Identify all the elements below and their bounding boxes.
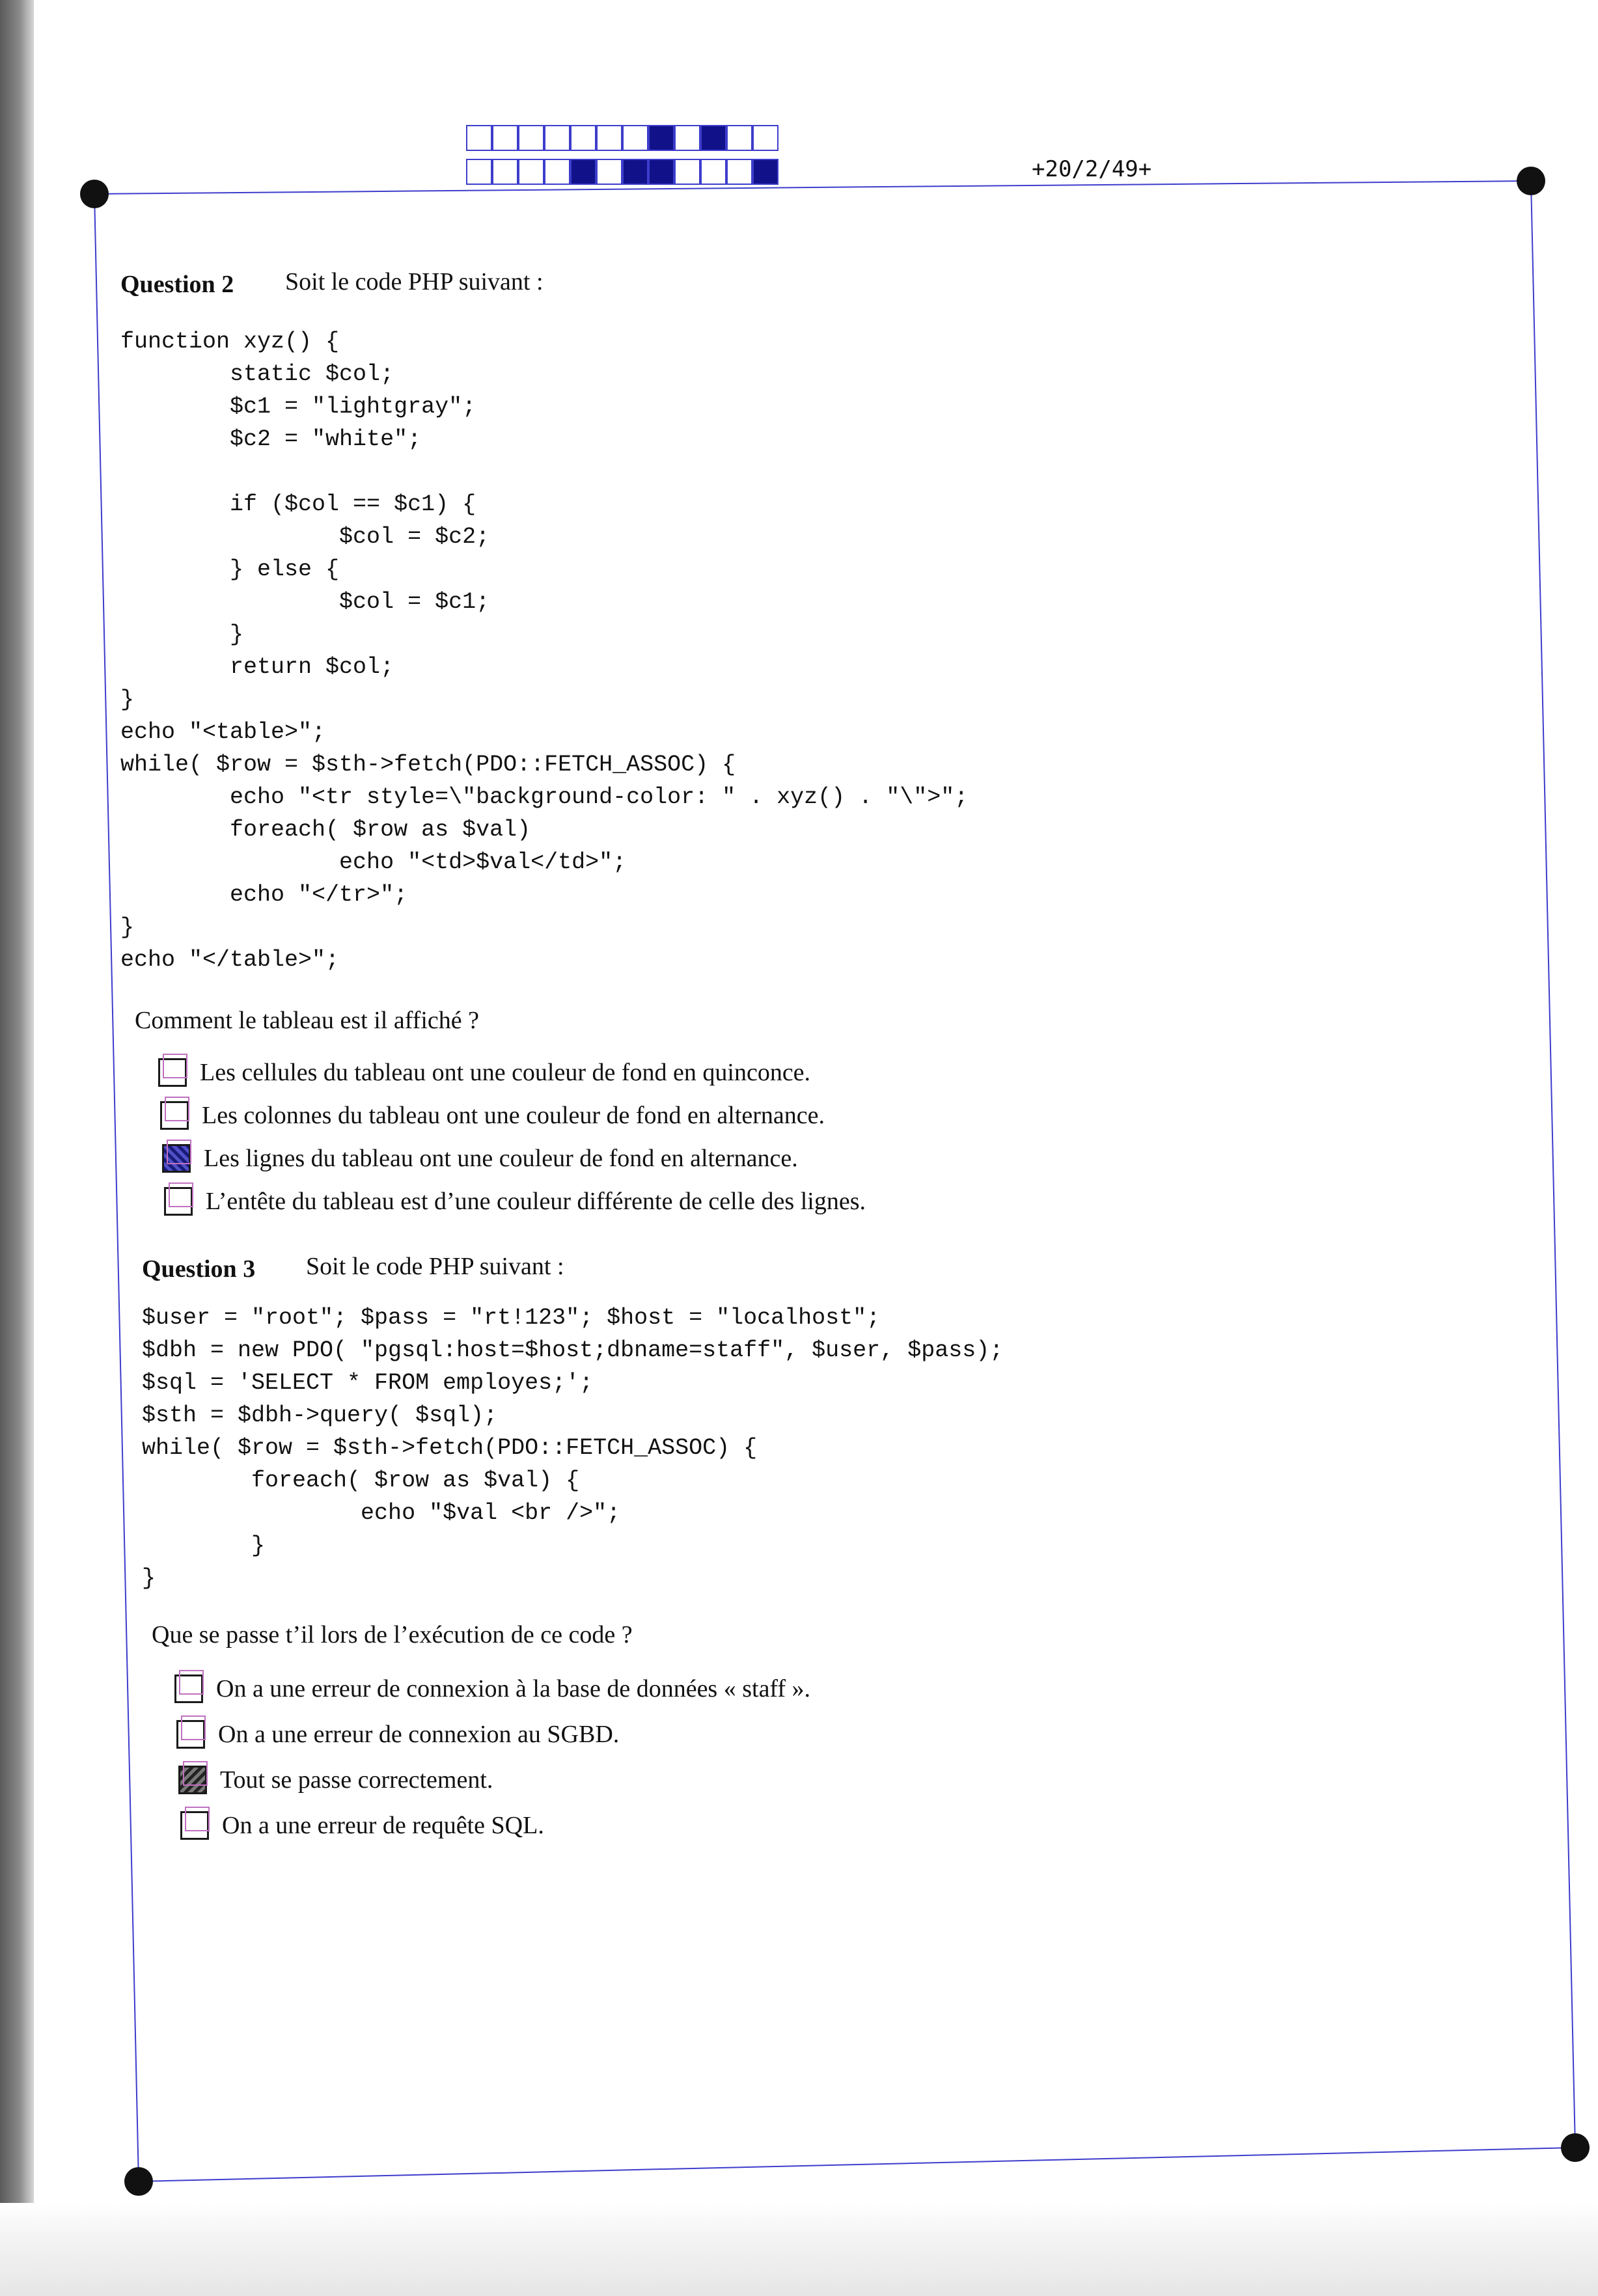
- bit-mark: [518, 159, 544, 185]
- answer-checkbox[interactable]: [180, 1811, 209, 1840]
- code-line: while( $row = $sth->fetch(PDO::FETCH_ASSOC) {: [142, 1435, 758, 1461]
- answer-checkbox[interactable]: [162, 1144, 191, 1173]
- answer-checkbox[interactable]: [158, 1058, 187, 1087]
- code-line: foreach( $row as $val) {: [142, 1468, 580, 1494]
- bit-mark: [726, 159, 752, 185]
- bit-mark: [544, 159, 570, 185]
- code-line: $user = "root"; $pass = "rt!123"; $host = "localhost";: [142, 1305, 881, 1331]
- code-line: $col = $c1;: [120, 589, 490, 615]
- code-line: echo "</tr>";: [120, 882, 408, 908]
- corner-marker-top-left: [80, 180, 109, 208]
- corner-marker-top-right: [1517, 167, 1545, 195]
- bit-mark: [544, 125, 570, 151]
- question-2-title: Question 2: [120, 271, 234, 298]
- code-line: }: [120, 914, 135, 940]
- bit-mark: [596, 159, 622, 185]
- code-line: [120, 456, 968, 488]
- sheet-id: +20/2/49+: [1032, 156, 1152, 182]
- bit-mark: [700, 125, 726, 151]
- answer-label: Les colonnes du tableau ont une couleur de fond en alternance.: [202, 1102, 825, 1129]
- corner-marker-bottom-right: [1561, 2133, 1590, 2162]
- code-line: $dbh = new PDO( "pgsql:host=$host;dbname=staff", $user, $pass);: [142, 1337, 1004, 1363]
- bit-mark: [492, 125, 518, 151]
- bit-mark: [752, 159, 778, 185]
- answer-option[interactable]: [178, 1766, 493, 1794]
- question-2-statement: Soit le code PHP suivant :: [285, 268, 544, 295]
- question-3-statement: Soit le code PHP suivant :: [306, 1253, 564, 1280]
- answer-option[interactable]: [176, 1720, 619, 1749]
- code-line: function xyz() {: [120, 329, 340, 355]
- bit-mark: [648, 159, 674, 185]
- code-line: echo "$val <br />";: [142, 1500, 621, 1526]
- question-3-title: Question 3: [142, 1255, 256, 1283]
- code-line: $c2 = "white";: [120, 426, 422, 452]
- code-line: while( $row = $sth->fetch(PDO::FETCH_ASSOC) {: [120, 752, 736, 778]
- code-line: $sth = $dbh->query( $sql);: [142, 1402, 498, 1428]
- bit-mark: [752, 125, 778, 151]
- code-line: $c1 = "lightgray";: [120, 394, 476, 420]
- answer-checkbox[interactable]: [174, 1674, 203, 1703]
- answer-option[interactable]: [174, 1674, 810, 1703]
- bit-mark: [466, 159, 492, 185]
- answer-label: Tout se passe correctement.: [220, 1766, 493, 1794]
- bit-mark: [570, 159, 596, 185]
- code-line: return $col;: [120, 654, 394, 680]
- bit-mark: [622, 125, 648, 151]
- bit-mark: [648, 125, 674, 151]
- code-line: static $col;: [120, 361, 394, 387]
- code-line: }: [120, 687, 135, 713]
- bit-mark: [674, 159, 700, 185]
- code-line: echo "</table>";: [120, 947, 340, 973]
- code-line: $col = $c2;: [120, 524, 490, 550]
- code-line: echo "<td>$val</td>";: [120, 849, 627, 875]
- question-3-code: [142, 1302, 1003, 1594]
- answer-label: Les lignes du tableau ont une couleur de fond en alternance.: [204, 1145, 798, 1172]
- answer-option[interactable]: [180, 1811, 544, 1840]
- bit-mark: [596, 125, 622, 151]
- bit-mark: [726, 125, 752, 151]
- code-line: if ($col == $c1) {: [120, 491, 476, 517]
- answer-checkbox[interactable]: [176, 1720, 205, 1749]
- answer-label: On a une erreur de requête SQL.: [222, 1812, 544, 1839]
- code-line: echo "<tr style=\"background-color: " . xyz() . "\">";: [120, 784, 969, 810]
- bit-mark: [518, 125, 544, 151]
- bit-mark: [700, 159, 726, 185]
- answer-option[interactable]: [164, 1187, 866, 1216]
- code-line: }: [142, 1565, 156, 1591]
- answer-option[interactable]: [160, 1101, 825, 1130]
- code-line: echo "<table>";: [120, 719, 326, 745]
- answer-option[interactable]: [158, 1058, 810, 1087]
- bit-mark: [466, 125, 492, 151]
- question-3-prompt: Que se passe t’il lors de l’exécution de ce code ?: [152, 1621, 633, 1648]
- answer-checkbox[interactable]: [164, 1187, 193, 1216]
- answer-label: On a une erreur de connexion au SGBD.: [218, 1721, 620, 1748]
- answer-label: Les cellules du tableau ont une couleur de fond en quinconce.: [200, 1059, 811, 1086]
- answer-option[interactable]: [162, 1144, 798, 1173]
- answer-label: L’entête du tableau est d’une couleur différente de celle des lignes.: [206, 1188, 866, 1215]
- answer-label: On a une erreur de connexion à la base de données « staff ».: [216, 1675, 811, 1702]
- answer-checkbox[interactable]: [160, 1101, 189, 1130]
- corner-marker-bottom-left: [124, 2167, 153, 2196]
- question-2-code: [120, 325, 968, 976]
- code-line: }: [120, 622, 244, 648]
- bit-mark: [622, 159, 648, 185]
- answer-checkbox[interactable]: [178, 1766, 207, 1794]
- code-line: }: [142, 1533, 266, 1559]
- question-2-prompt: Comment le tableau est il affiché ?: [135, 1007, 479, 1034]
- bit-mark: [570, 125, 596, 151]
- bit-mark: [674, 125, 700, 151]
- bit-mark: [492, 159, 518, 185]
- code-line: } else {: [120, 556, 340, 582]
- code-line: $sql = 'SELECT * FROM employes;';: [142, 1370, 594, 1396]
- code-line: foreach( $row as $val): [120, 817, 531, 843]
